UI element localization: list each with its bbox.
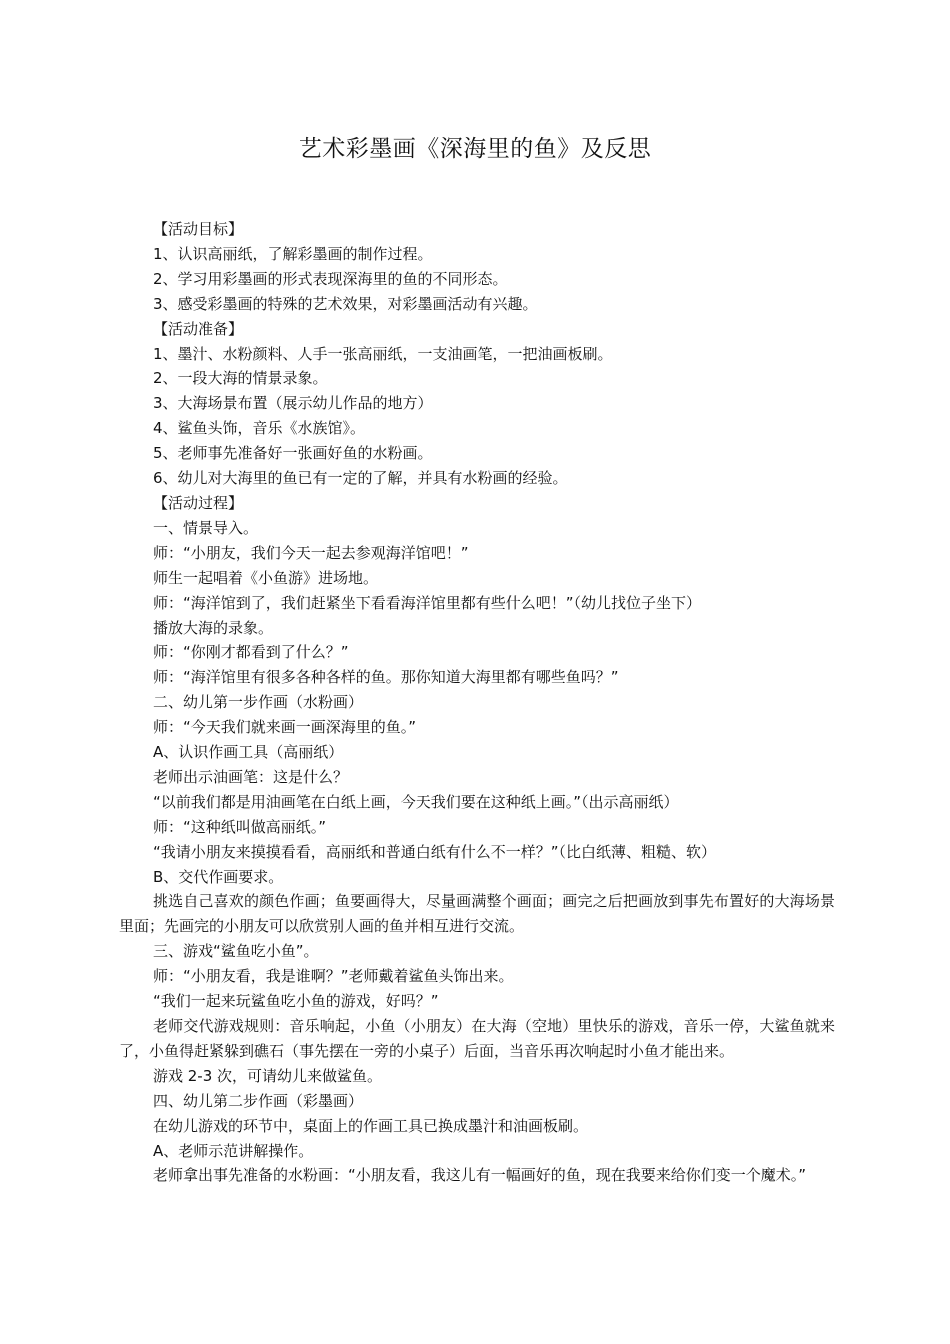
- goal-item: 3、感受彩墨画的特殊的艺术效果，对彩墨画活动有兴趣。: [153, 294, 538, 313]
- sub-step-heading: A、认识作画工具（高丽纸）: [153, 743, 344, 762]
- preparation-item: 3、大海场景布置（展示幼儿作品的地方）: [153, 394, 433, 413]
- document-title: 艺术彩墨画《深海里的鱼》及反思: [298, 136, 652, 162]
- sub-step-heading: A、老师示范讲解操作。: [153, 1141, 314, 1160]
- process-step-heading: 三、游戏“鲨鱼吃小鱼”。: [153, 942, 319, 961]
- process-step-heading: 一、情景导入。: [153, 518, 259, 537]
- dialogue-line: “我请小朋友来摸摸看看，高丽纸和普通白纸有什么不一样？”（比白纸薄、粗糙、软）: [153, 842, 717, 861]
- preparation-item: 1、墨汁、水粉颜料、人手一张高丽纸，一支油画笔，一把油画板刷。: [153, 344, 613, 363]
- section-heading-goals: 【活动目标】: [153, 220, 244, 238]
- preparation-item: 4、鲨鱼头饰，音乐《水族馆》。: [153, 419, 366, 438]
- dialogue-line: 师：“小朋友看，我是谁啊？”老师戴着鲨鱼头饰出来。: [153, 967, 514, 986]
- narration-line: 师生一起唱着《小鱼游》进场地。: [153, 568, 379, 587]
- dialogue-line: 师：“今天我们就来画一画深海里的鱼。”: [153, 718, 417, 737]
- preparation-item: 2、一段大海的情景录象。: [153, 369, 328, 388]
- process-step-heading: 二、幼儿第一步作画（水粉画）: [153, 693, 364, 712]
- preparation-item: 6、幼儿对大海里的鱼已有一定的了解，并具有水粉画的经验。: [153, 469, 568, 488]
- narration-line: 游戏 2-3 次，可请幼儿来做鲨鱼。: [153, 1066, 383, 1085]
- section-heading-preparation: 【活动准备】: [153, 319, 244, 338]
- dialogue-line: 师：“这种纸叫做高丽纸。”: [153, 817, 327, 836]
- dialogue-line: 师：“你刚才都看到了什么？”: [153, 643, 349, 662]
- game-rules-paragraph: 老师交代游戏规则：音乐响起，小鱼（小朋友）在大海（空地）里快乐的游戏，音乐一停，大鲨鱼就来了，小鱼得赶紧躲到礁石（事先摆在一旁的小桌子）后面，当音乐再次响起时小鱼才能出来。: [119, 1017, 835, 1060]
- dialogue-line: “以前我们都是用油画笔在白纸上画，今天我们要在这种纸上画。”（出示高丽纸）: [153, 792, 679, 811]
- narration-line: 老师出示油画笔：这是什么？: [153, 767, 349, 786]
- section-heading-process: 【活动过程】: [153, 493, 244, 512]
- goal-item: 2、学习用彩墨画的形式表现深海里的鱼的不同形态。: [153, 269, 508, 288]
- narration-line: 播放大海的录象。: [153, 618, 274, 637]
- goal-item: 1、认识高丽纸，了解彩墨画的制作过程。: [153, 244, 433, 263]
- narration-line: 在幼儿游戏的环节中，桌面上的作画工具已换成墨汁和油画板刷。: [153, 1116, 589, 1135]
- dialogue-line: “我们一起来玩鲨鱼吃小鱼的游戏，好吗？”: [153, 992, 439, 1011]
- sub-step-heading: B、交代作画要求。: [153, 867, 284, 886]
- dialogue-line: 师：“小朋友，我们今天一起去参观海洋馆吧！”: [153, 543, 469, 562]
- dialogue-line: 师：“海洋馆到了，我们赶紧坐下看看海洋馆里都有些什么吧！”（幼儿找位子坐下）: [153, 593, 702, 612]
- dialogue-line: 师：“海洋馆里有很多各种各样的鱼。那你知道大海里都有哪些鱼吗？”: [153, 668, 619, 687]
- requirements-paragraph: 挑选自己喜欢的颜色作画；鱼要画得大，尽量画满整个画面；画完之后把画放到事先布置好的大海场景里面；先画完的小朋友可以欣赏别人画的鱼并相互进行交流。: [119, 892, 835, 936]
- document-body: [119, 217, 835, 1188]
- preparation-item: 5、老师事先准备好一张画好鱼的水粉画。: [153, 444, 433, 463]
- demonstration-paragraph: 老师拿出事先准备的水粉画：“小朋友看，我这儿有一幅画好的鱼，现在我要来给你们变一个魔术。”: [153, 1166, 807, 1185]
- process-step-heading: 四、幼儿第二步作画（彩墨画）: [153, 1091, 364, 1110]
